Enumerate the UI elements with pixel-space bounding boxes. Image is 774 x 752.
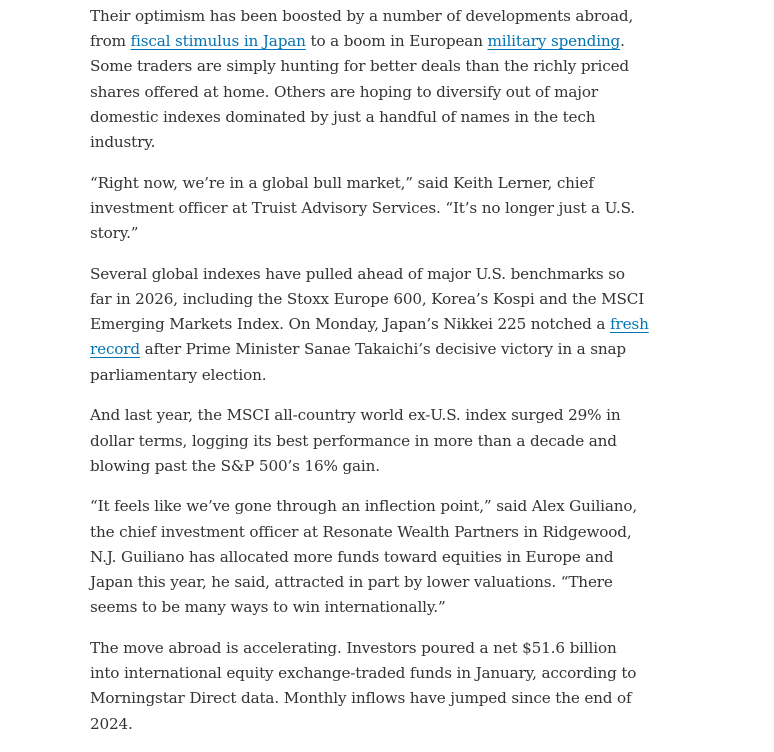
article-body: [90, 4, 650, 752]
link-fresh-record[interactable]: fresh record: [90, 315, 649, 359]
paragraph-5: “It feels like we’ve gone through an inflection point,” said Alex Guiliano, the chief investment officer at Resonate Wealth Partners in Ridgewood, N.J. Guiliano has allocated more funds toward equities in Europe and Japan this year, he said, attracted in part by lower valuations. “There seems to be many ways to win internationally.”: [90, 497, 638, 617]
paragraph-4: And last year, the MSCI all-country world ex-U.S. index surged 29% in dollar terms, logging its best performance in more than a decade and blowing past the S&P 500’s 16% gain.: [90, 406, 621, 475]
paragraph-6: The move abroad is accelerating. Investors poured a net $51.6 billion into international equity exchange-traded funds in January, according to Morningstar Direct data. Monthly inflows have jumped since the end of 2024.: [90, 638, 637, 733]
paragraph-1-text-a: Their optimism has been boosted by a number of developments abroad, from: [90, 7, 634, 51]
paragraph-1: [90, 4, 650, 155]
paragraph-1-text-b: to a boom in European: [305, 32, 488, 51]
paragraph-1-text-c: . Some traders are simply hunting for better deals than the richly priced shares offered at home. Others are hoping to diversify out of major domestic indexes dominated by just a handful of names in the tech industry.: [90, 32, 629, 152]
paragraph-3-text-b: after Prime Minister Sanae Takaichi’s decisive victory in a snap parliamentary election.: [90, 340, 626, 384]
link-military-spending[interactable]: military spending: [487, 32, 621, 51]
paragraph-3: [90, 262, 650, 388]
paragraph-3-text-a: Several global indexes have pulled ahead of major U.S. benchmarks so far in 2026, including the Stoxx Europe 600, Korea’s Kospi and the MSCI Emerging Markets Index. On Monday, Japan’s Nikkei 225 notched a: [90, 264, 645, 334]
paragraph-2: “Right now, we’re in a global bull market,” said Keith Lerner, chief investment officer at Truist Advisory Services. “It’s no longer just a U.S. story.”: [90, 173, 635, 243]
link-fiscal-stimulus-japan[interactable]: fiscal stimulus in Japan: [130, 32, 306, 51]
